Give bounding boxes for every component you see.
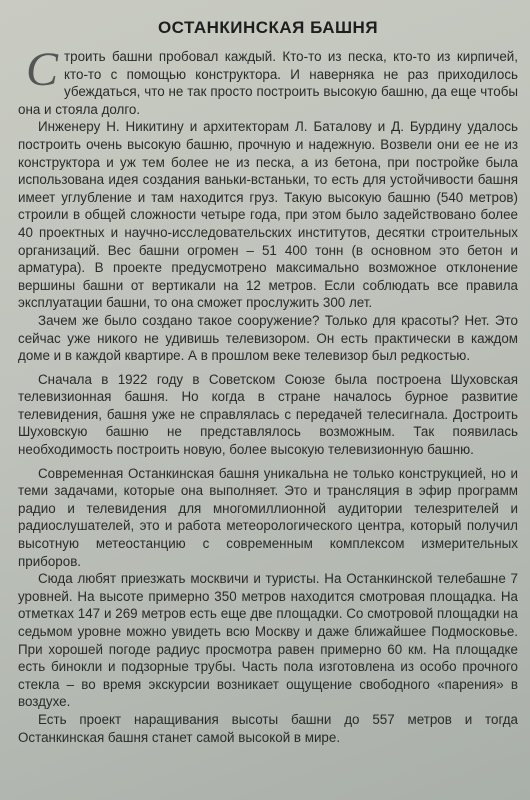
paragraph-6: Сюда любят приезжать москвичи и туристы. На Останкинской телебашне 7 уровней. На высоте примерно 350 метров находится смотровая площадка. На отметках 147 и 269 метров есть еще две площадки. Со смотровой площадки на седьмом уровне можно увидеть всю Москву и даже ближайшее Подмосковье. При хорошей погоде радиус просмотра равен примерно 60 км. На площадке есть бинокли и подзорные трубы. Часть пола изготовлена из особо прочного стекла – во время экскурсии возникает ощущение свободного «парения» в воздухе.: [18, 571, 518, 710]
article-body: [18, 43, 518, 746]
paragraph-1-text: троить башни пробовал каждый. Кто-то из песка, кто-то из кирпичей, кто-то с помощью конструктора. И наверняка не раз приходилось убеждаться, что не так просто построить высокую башню, да еще чтобы она и стояла долго.: [18, 49, 518, 117]
paragraph-5: Современная Останкинская башня уникальна не только конструкцией, но и теми задачами, которые она выполняет. Это и трансляция в эфир программ радио и телевидения для многомиллионной аудитории телезрителей и радиослушателей, это и работа метеорологического центра, который получил высотную метеостанцию с современным комплексом измерительных приборов.: [18, 465, 518, 569]
paragraph-4: Сначала в 1922 году в Советском Союзе была построена Шуховская телевизионная башня. Но когда в стране началось бурное развитие телевидения, башня уже не справлялась с передачей телесигнала. Достроить Шуховскую башню не представлялось возможным. Так появилась необходимость построить новую, более высокую телевизионную башню.: [18, 371, 518, 458]
page-title: ОСТАНКИНСКАЯ БАШНЯ: [157, 18, 379, 37]
paragraph-7: Есть проект наращивания высоты башни до 557 метров и тогда Останкинская башня станет самой высокой в мире.: [18, 711, 518, 745]
paragraph-3: Зачем же было создано такое сооружение? Только для красоты? Нет. Это сейчас уже никого не удивишь телевизором. Он есть практически в каждом доме и в каждой квартире. А в прошлом веке телевизор был редкостью.: [18, 312, 518, 364]
paragraph-1: [18, 43, 518, 118]
paragraph-2: Инженеру Н. Никитину и архитекторам Л. Баталову и Д. Бурдину удалось построить очень высокую башню, прочную и надежную. Возвели они ее не из конструктора и уж тем более не из песка, а из бетона, при постройке была использована идея создания ваньки-встаньки, то есть для устойчивости башня имеет углубление и там находится груз. Такую высокую башню (540 метров) строили в общей сложности четыре года, при этом было задействовано более 40 проектных и научно-исследовательских институтов, десятки строительных организаций. Вес башни огромен – 51 400 тонн (в основном это бетон и арматура). В проекте предусмотрено максимально возможное отклонение вершины башни от вертикали на 12 метров. Если соблюдать все правила эксплуатации башни, то она сможет прослужить 300 лет.: [18, 119, 518, 311]
drop-cap: С: [26, 43, 59, 96]
